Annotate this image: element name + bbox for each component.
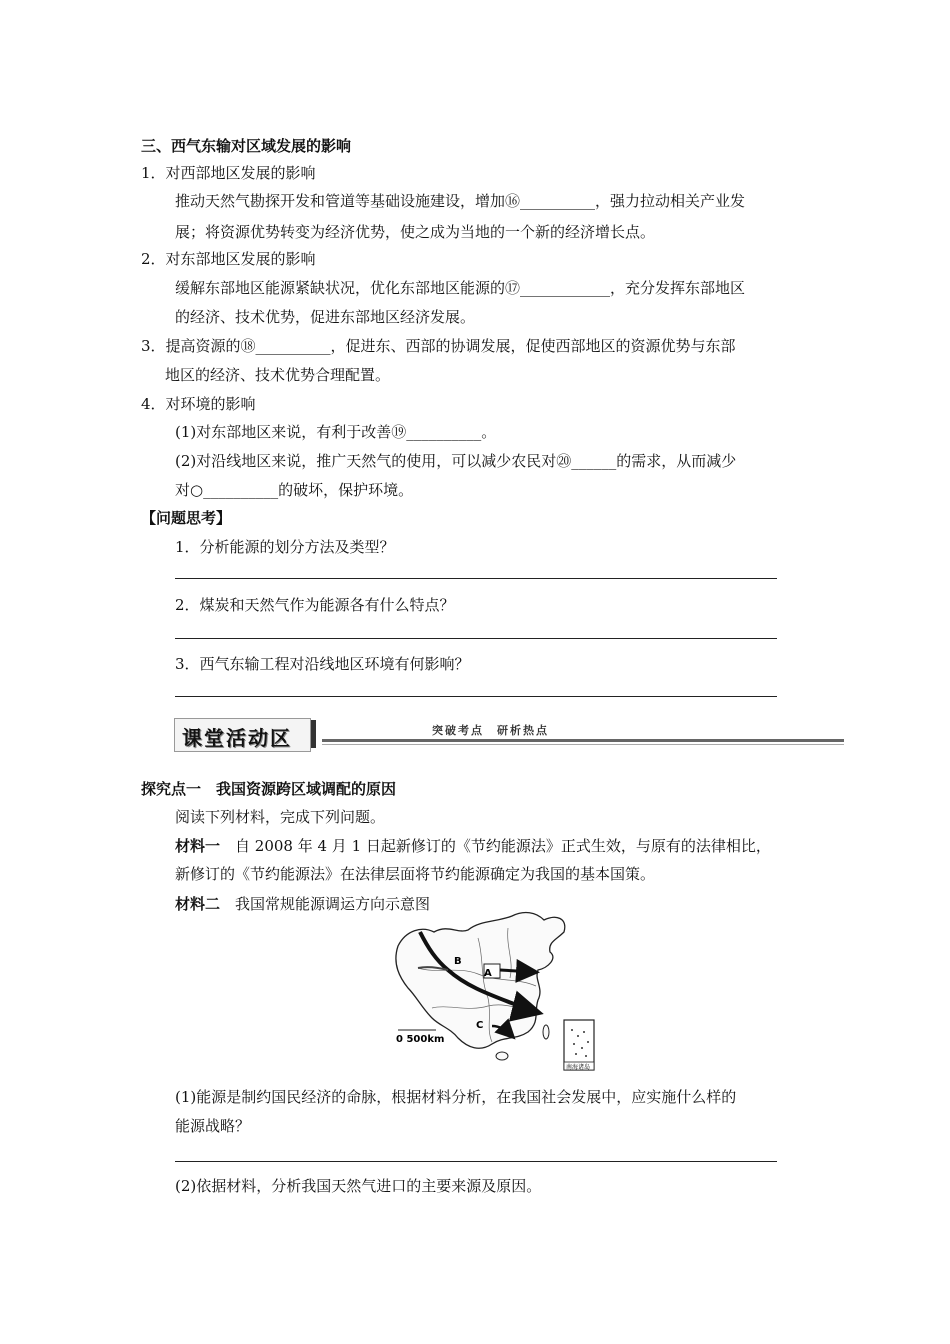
item-3-text: 3．提高资源的⑱__________，促进东、西部的协调发展，促使西部地区的资源优势与东部 xyxy=(141,337,736,355)
label-c: C xyxy=(476,1020,484,1031)
banner-divider xyxy=(311,720,316,748)
inset-label: 南海诸岛 xyxy=(566,1064,591,1071)
section-banner xyxy=(174,718,844,752)
answer-line xyxy=(175,1161,777,1162)
energy-transport-map xyxy=(388,908,600,1074)
question-3: 3．西气东输工程对沿线地区环境有何影响？ xyxy=(175,655,470,673)
question-2: 2．煤炭和天然气作为能源各有什么特点？ xyxy=(175,596,455,614)
item-1-text: 展；将资源优势转变为经济优势，使之成为当地的一个新的经济增长点。 xyxy=(175,223,656,241)
item-4-sub-2: 对○__________的破坏，保护环境。 xyxy=(175,481,414,499)
item-1-heading: 1．对西部地区发展的影响 xyxy=(141,164,316,182)
question-1: 1．分析能源的划分方法及类型？ xyxy=(175,538,395,556)
material-2-text: 我国常规能源调运方向示意图 xyxy=(220,895,431,913)
item-2-heading: 2．对东部地区发展的影响 xyxy=(141,250,316,268)
label-b: B xyxy=(454,956,462,967)
material-2-label: 材料二 xyxy=(175,895,221,913)
explore-title: 探究点一 我国资源跨区域调配的原因 xyxy=(141,780,397,798)
item-2-text: 缓解东部地区能源紧缺状况，优化东部地区能源的⑰____________，充分发挥东部地区 xyxy=(175,279,746,297)
material-1 xyxy=(175,836,771,856)
label-a: A xyxy=(484,968,492,979)
explore-intro: 阅读下列材料，完成下列问题。 xyxy=(175,808,386,826)
taiwan-island xyxy=(543,1025,549,1039)
banner-rule xyxy=(322,739,844,742)
item-2-text: 的经济、技术优势，促进东部地区经济发展。 xyxy=(175,308,476,326)
item-4-heading: 4．对环境的影响 xyxy=(141,395,256,413)
route-a-arrow xyxy=(500,970,534,972)
questions-heading: 【问题思考】 xyxy=(141,509,232,527)
explore-question-1: (1)能源是制约国民经济的命脉，根据材料分析，在我国社会发展中，应实施什么样的 xyxy=(175,1088,737,1106)
answer-line xyxy=(175,638,777,639)
banner-rule xyxy=(322,744,844,745)
section-title: 三、西气东输对区域发展的影响 xyxy=(141,137,352,155)
material-1-text: 新修订的《节约能源法》在法律层面将节约能源确定为我国的基本国策。 xyxy=(175,865,656,883)
scale-label: 0 500km xyxy=(396,1034,445,1045)
item-4-sub-2: (2)对沿线地区来说，推广天然气的使用，可以减少农民对⑳______的需求，从而减少 xyxy=(175,452,737,470)
explore-question-2: (2)依据材料，分析我国天然气进口的主要来源及原因。 xyxy=(175,1177,542,1195)
item-4-sub-1: (1)对东部地区来说，有利于改善⑲__________。 xyxy=(175,423,497,441)
answer-line xyxy=(175,696,777,697)
material-1-text: 自 2008 年 4 月 1 日起新修订的《节约能源法》正式生效，与原有的法律相比， xyxy=(220,837,771,855)
explore-question-1: 能源战略？ xyxy=(175,1117,251,1135)
banner-title: 课堂活动区 xyxy=(182,726,292,750)
answer-line xyxy=(175,578,777,579)
material-1-label: 材料一 xyxy=(175,837,221,855)
banner-subtitle: 突破考点 研析热点 xyxy=(432,724,549,737)
hainan-island xyxy=(496,1052,508,1060)
item-3-text: 地区的经济、技术优势合理配置。 xyxy=(165,366,391,384)
china-map-figure xyxy=(388,908,600,1074)
item-1-text: 推动天然气勘探开发和管道等基础设施建设，增加⑯__________，强力拉动相关产业发 xyxy=(175,192,746,210)
